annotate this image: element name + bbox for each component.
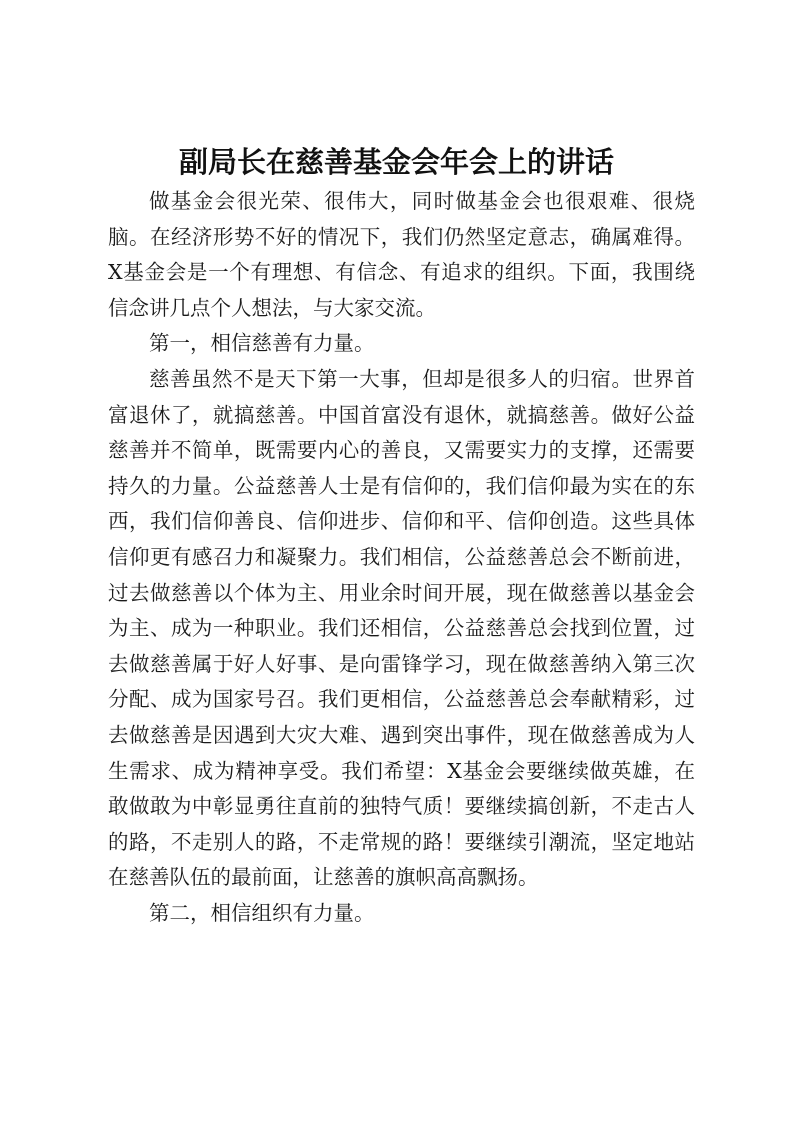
paragraph-heading-first: 第一，相信慈善有力量。 [149, 331, 375, 356]
document-title: 副局长在慈善基金会年会上的讲话 [178, 145, 614, 179]
paragraph-charity-power: 慈善虽然不是天下第一大事，但却是很多人的归宿。世界首富退休了，就搞慈善。中国首富没有退休，就搞慈善。做好公益慈善并不简单，既需要内心的善良，又需要实力的支撑，还需要持久的力量。公益慈善人士是有信仰的，我们信仰最为实在的东西，我们信仰善良、信仰进步、信仰和平、信仰创造。这些具体信仰更有感召力和凝聚力。我们相信，公益慈善总会不断前进，过去做慈善以个体为主、用业余时间开展，现在做慈善以基金会为主、成为一种职业。我们还相信，公益慈善总会找到位置，过去做慈善属于好人好事、是向雷锋学习，现在做慈善纳入第三次分配、成为国家号召。我们更相信，公益慈善总会奉献精彩，过去做慈善是因遇到大灾大难、遇到突出事件，现在做慈善成为人生需求、成为精神享受。我们希望：X基金会要继续做英雄，在敢做敢为中彰显勇往直前的独特气质！要继续搞创新，不走古人的路，不走别人的路，不走常规的路！要继续引潮流，坚定地站在慈善队伍的最前面，让慈善的旗帜高高飘扬。 [108, 366, 695, 890]
document-body [108, 184, 695, 931]
paragraph-intro: 做基金会很光荣、很伟大，同时做基金会也很艰难、很烧脑。在经济形势不好的情况下，我们仍然坚定意志，确属难得。X基金会是一个有理想、有信念、有追求的组织。下面，我围绕信念讲几点个人想法，与大家交流。 [108, 189, 695, 320]
paragraph-heading-second: 第二，相信组织有力量。 [149, 900, 375, 925]
